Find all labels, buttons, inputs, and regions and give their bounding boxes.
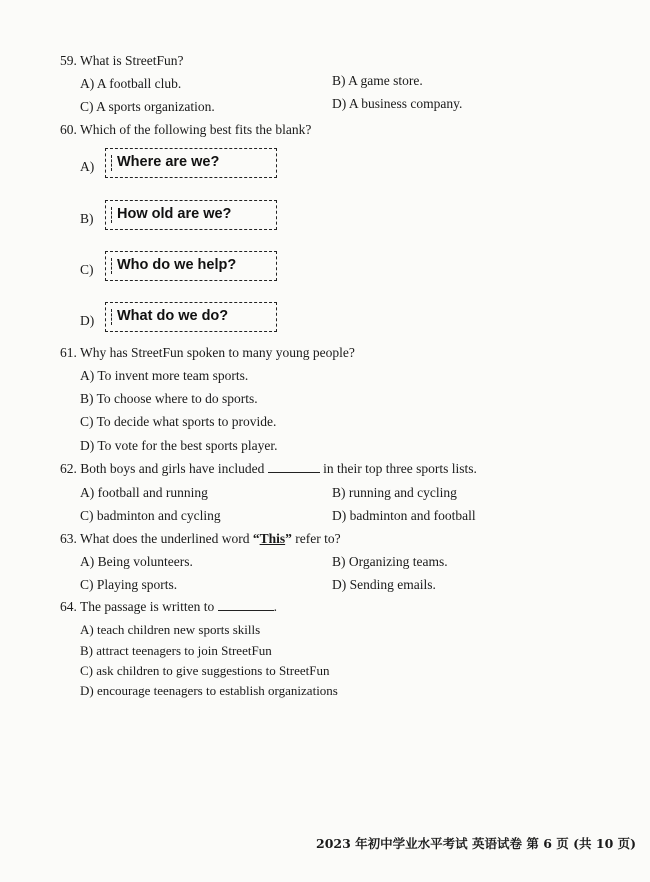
q64-stem-after: . <box>273 599 277 614</box>
q64-option-a[interactable]: A) teach children new sports skills <box>80 622 261 637</box>
q62-option-a[interactable]: A) football and running <box>80 485 208 500</box>
q62-stem-after: in their top three sports lists. <box>323 461 477 476</box>
q64-option-b[interactable]: B) attract teenagers to join StreetFun <box>80 643 272 658</box>
underlined-word: This <box>259 531 286 546</box>
dashed-answer-box <box>105 251 277 281</box>
q60-option-b-letter: B) <box>80 211 94 226</box>
q60-option-d-letter: D) <box>80 313 95 328</box>
question-60-stem: 60. Which of the following best fits the blank? <box>60 122 312 137</box>
dashed-answer-box <box>105 148 277 178</box>
q61-option-b[interactable]: B) To choose where to do sports. <box>80 391 258 406</box>
q59-option-a[interactable]: A) A football club. <box>80 76 182 91</box>
q63-option-b[interactable]: B) Organizing teams. <box>332 554 448 569</box>
q64-option-c[interactable]: C) ask children to give suggestions to StreetFun <box>80 663 330 678</box>
q60-option-b-text: How old are we? <box>117 206 232 222</box>
q63-option-d[interactable]: D) Sending emails. <box>332 577 436 592</box>
q62-option-d[interactable]: D) badminton and football <box>332 508 476 523</box>
dashed-divider <box>111 207 112 223</box>
dashed-divider <box>111 258 112 274</box>
q60-option-c-letter: C) <box>80 262 94 277</box>
q63-stem-before: 63. What does the underlined word <box>60 531 250 546</box>
q60-option-d-text: What do we do? <box>117 308 229 324</box>
q60-option-c-text: Who do we help? <box>117 257 237 273</box>
dashed-answer-box <box>105 302 277 332</box>
q62-option-c[interactable]: C) badminton and cycling <box>80 508 221 523</box>
q64-stem-before: 64. The passage is written to <box>60 599 215 614</box>
question-64-stem <box>60 599 277 615</box>
q59-option-c[interactable]: C) A sports organization. <box>80 99 215 114</box>
q61-option-a[interactable]: A) To invent more team sports. <box>80 368 249 383</box>
q63-option-a[interactable]: A) Being volunteers. <box>80 554 193 569</box>
dashed-divider <box>111 155 112 171</box>
q63-stem-after: refer to? <box>295 531 341 546</box>
q63-option-c[interactable]: C) Playing sports. <box>80 577 178 592</box>
question-59-stem: 59. What is StreetFun? <box>60 53 184 68</box>
q63-quote-close: ” <box>285 531 292 546</box>
q60-option-a-text: Where are we? <box>117 154 220 170</box>
q64-option-d[interactable]: D) encourage teenagers to establish organizations <box>80 683 338 698</box>
question-63-stem <box>60 531 341 547</box>
answer-blank <box>218 599 274 611</box>
dashed-divider <box>111 309 112 325</box>
question-62-stem <box>60 461 477 477</box>
page-footer: 2023 年初中学业水平考试 英语试卷 第 6 页 (共 10 页) <box>316 836 637 851</box>
dashed-answer-box <box>105 200 277 230</box>
q62-option-b[interactable]: B) running and cycling <box>332 485 457 500</box>
q61-option-c[interactable]: C) To decide what sports to provide. <box>80 414 277 429</box>
question-61-stem: 61. Why has StreetFun spoken to many young people? <box>60 345 355 360</box>
q60-option-a-letter: A) <box>80 159 95 174</box>
q59-option-b[interactable]: B) A game store. <box>332 73 423 88</box>
q61-option-d[interactable]: D) To vote for the best sports player. <box>80 438 278 453</box>
q62-stem-before: 62. Both boys and girls have included <box>60 461 265 476</box>
q59-option-d[interactable]: D) A business company. <box>332 96 463 111</box>
q63-quote-open: “ <box>252 531 260 546</box>
answer-blank <box>268 461 320 473</box>
